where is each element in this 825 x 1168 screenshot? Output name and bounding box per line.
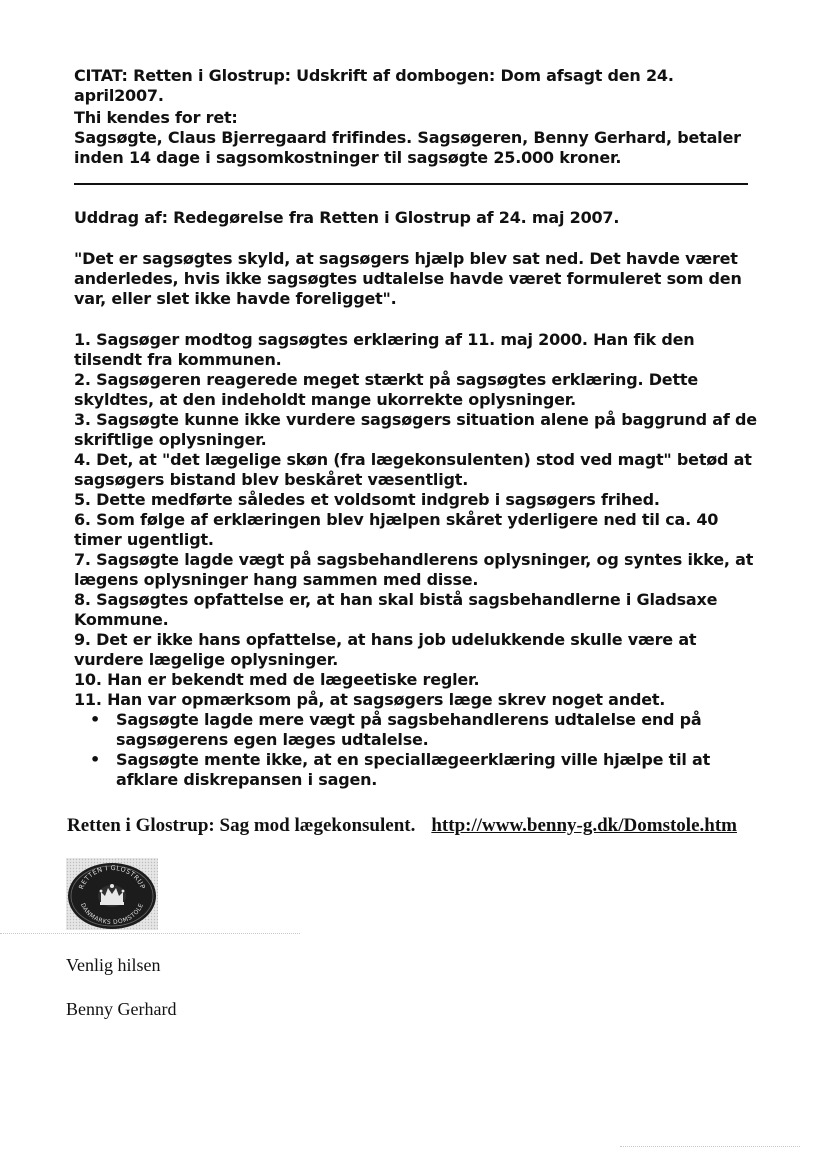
list-item: 9. Det er ikke hans opfattelse, at hans job udelukkende skulle være at vurdere lægelige oplysninger. [74,630,697,669]
excerpt-heading: Uddrag af: Redegørelse fra Retten i Glostrup af 24. maj 2007. [74,208,620,227]
list-item: 4. Det, at "det lægelige skøn (fra lægekonsulenten) stod ved magt" betød at sagsøgers bistand blev beskåret væsentligt. [74,450,752,489]
court-seal-logo [66,858,158,930]
horizontal-divider [74,183,748,185]
list-item: 3. Sagsøgte kunne ikke vurdere sagsøgers situation alene på baggrund af de skriftlige oplysninger. [74,410,757,449]
citation-heading: CITAT: Retten i Glostrup: Udskrift af dombogen: Dom afsagt den 24. april2007. [74,66,674,105]
list-item: 10. Han er bekendt med de lægeetiske regler. [74,670,480,689]
list-item: 1. Sagsøger modtog sagsøgtes erklæring af 11. maj 2000. Han fik den tilsendt fra kommunen. [74,330,695,369]
list-item: 11. Han var opmærksom på, at sagsøgers læge skrev noget andet. [74,690,666,709]
list-item: 5. Dette medførte således et voldsomt indgreb i sagsøgers frihed. [74,490,660,509]
closing-greeting: Venlig hilsen [66,955,161,975]
numbered-points [74,330,759,790]
source-link[interactable]: http://www.benny-g.dk/Domstole.htm [431,815,737,836]
source-label: Retten i Glostrup: Sag mod lægekonsulent. [67,815,416,836]
scan-artifact-line [0,933,300,934]
list-item: 6. Som følge af erklæringen blev hjælpen skåret yderligere ned til ca. 40 timer ugentligt. [74,510,719,549]
scan-artifact-line [620,1146,800,1147]
bullet-item: • Sagsøgte lagde mere vægt på sagsbehandlerens udtalelse end på sagsøgerens egen læges udtalelse. [116,710,759,750]
source-line [67,815,737,837]
verdict-intro: Thi kendes for ret: [74,108,238,127]
seal-top-text: RETTEN I GLOSTRUP [77,863,147,891]
signature-name: Benny Gerhard [66,999,177,1019]
bullet-item: • Sagsøgte mente ikke, at en speciallægeerklæring ville hjælpe til at afklare diskrepansen i sagen. [116,750,759,790]
excerpt-quote: "Det er sagsøgtes skyld, at sagsøgers hjælp blev sat ned. Det havde været anderledes, hvis ikke sagsøgtes udtalelse havde været formuleret som den var, eller slet ikke havde foreligget". [74,249,742,308]
seal-bottom-text: DANMARKS DOMSTOLE [78,902,146,927]
verdict-section [74,108,764,168]
list-item: 7. Sagsøgte lagde vægt på sagsbehandlerens oplysninger, og syntes ikke, at lægens oplysninger hang sammen med disse. [74,550,754,589]
list-item: 8. Sagsøgtes opfattelse er, at han skal bistå sagsbehandlerne i Gladsaxe Kommune. [74,590,718,629]
bullet-list [74,710,759,790]
verdict-text: Sagsøgte, Claus Bjerregaard frifindes. Sagsøgeren, Benny Gerhard, betaler inden 14 dage i sagsomkostninger til sagsøgte 25.000 kroner. [74,128,741,167]
list-item: 2. Sagsøgeren reagerede meget stærkt på sagsøgtes erklæring. Dette skyldtes, at den indeholdt mange ukorrekte oplysninger. [74,370,699,409]
